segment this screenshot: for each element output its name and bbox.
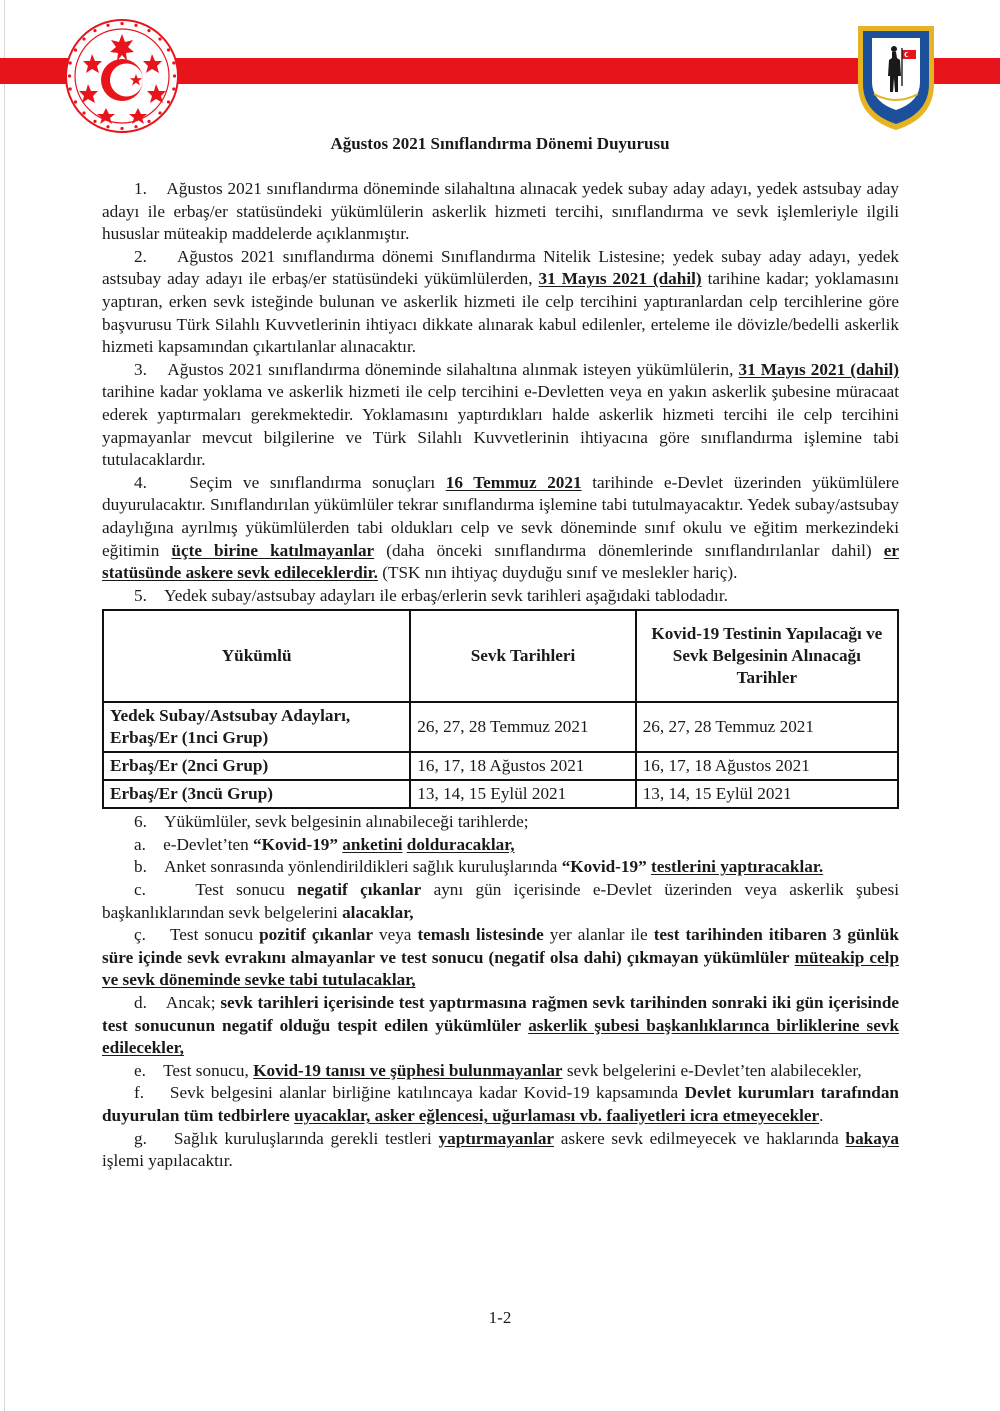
paragraph-6: [102, 811, 899, 834]
paragraph-4-text-3: (daha önceki sınıflandırma dönemlerinde sınıflandırılanlar dahil): [374, 540, 884, 560]
item-letter: e.: [134, 1060, 146, 1080]
dispatch-dates-table: [102, 609, 899, 809]
item-emphasis: negatif çıkanlar: [297, 880, 422, 900]
item-letter: d.: [134, 993, 147, 1013]
item-emphasis: yaptırmayanlar: [438, 1128, 555, 1148]
table-header-cell: Kovid-19 Testinin Yapılacağı ve Sevk Belgesinin Alınacağı Tarihler: [636, 610, 898, 702]
paragraph-3-text-rest: tarihine kadar yoklama ve askerlik hizmeti ile celp tercihini e-Devletten veya en yakın askerlik şubesine müracaat ederek yaptırmaları gerekmektedir. Yoklamasını yaptırdıkları halde askerlik hizmeti tercihi ile celp tercihini yapmayanlar mevcut bilgilerine ve Türk Silahlı Kuvvetlerinin ihtiyacına göre sınıflandırma işlemine tabi tutulacaklardır.: [102, 382, 899, 470]
item-6f: [102, 1082, 899, 1127]
item-6e: [102, 1060, 899, 1083]
item-text: Sevk belgesini alanlar birliğine katılıncaya kadar Kovid-19 kapsamında: [169, 1083, 685, 1103]
item-emphasis: “Kovid-19”: [253, 834, 338, 854]
paragraph-5-text: Yedek subay/astsubay adayları ile erbaş/erlerin sevk tarihleri aşağıdaki tablodadır.: [164, 585, 728, 605]
paragraph-4-text: Seçim ve sınıflandırma sonuçları: [189, 472, 446, 492]
paragraph-4-text-4: (TSK nın ihtiyaç duyduğu sınıf ve meslekler hariç).: [377, 563, 738, 583]
item-text: yer alanlar ile: [543, 925, 654, 945]
paragraph-1: 1. Ağustos 2021 sınıflandırma döneminde silahaltına alınacak yedek subay aday adayı, yedek astsubay aday adayı ile erbaş/er statüsündeki yükümlülerin askerlik hizmeti tercihi, sınıflandırma ve sevk işlemleriyle ilgili hususlar müteakip maddelerde açıklanmıştır.: [102, 179, 900, 244]
paragraph-4-emphasis-1: üçte birine katılmayanlar: [171, 540, 375, 560]
item-letter: ç.: [134, 925, 146, 945]
paragraph-2-text-rest: tarihine kadar; yoklamasını yaptıran, erken sevk isteğinde bulunan ve askerlik hizmeti ile celp tercihini yaptıranlardan celp tercihlerine göre başvurusu Türk Silahlı Kuvvetlerinin ihtiyacı dikkate alınarak kabul edilenler, erteleme ile dövizle/bedelli askerlik hizmeti kapsamından çıkartılanlar alınacaktır.: [102, 269, 899, 357]
item-text: Ancak;: [165, 993, 221, 1013]
item-text: işlemi yapılacaktır.: [102, 1151, 233, 1171]
item-emphasis: Devlet kurumları tarafından duyurulan tüm tedbirlere: [102, 1083, 899, 1125]
paragraph-2-date: 31 Mayıs 2021 (dahil): [538, 269, 702, 289]
paragraph-3-number: 3.: [134, 359, 147, 379]
item-letter: a.: [134, 834, 146, 854]
table-row: [103, 702, 898, 752]
page-border: [4, 0, 5, 1411]
item-6d: [102, 992, 899, 1060]
item-text: Sağlık kuruluşlarında gerekli testleri: [173, 1128, 439, 1148]
item-emphasis: dolduracaklar,: [406, 834, 515, 854]
table-cell: 26, 27, 28 Temmuz 2021: [636, 702, 898, 752]
item-6c-cedilla: [102, 924, 899, 992]
item-emphasis: müteakip celp ve sevk döneminde sevke tabi tutulacaklar,: [102, 947, 900, 990]
item-emphasis: testlerini yaptıracaklar.: [651, 857, 824, 877]
item-letter: b.: [134, 857, 147, 877]
item-emphasis: anketini: [342, 834, 403, 854]
paragraph-4-emphasis-2: er statüsünde askere sevk edileceklerdir.: [102, 540, 899, 583]
table-header-cell: Sevk Tarihleri: [410, 610, 635, 702]
item-6a: [102, 834, 899, 857]
item-text: askere sevk edilmeyecek ve haklarında: [554, 1128, 846, 1148]
item-emphasis: pozitif çıkanlar: [259, 925, 373, 945]
table-row: [103, 752, 898, 780]
item-emphasis: sevk tarihleri içerisinde test yaptırmasına rağmen sevk tarihinden sonraki iki gün içerisinde test sonucunun negatif olduğu tespit edilen yükümlüler: [102, 993, 900, 1035]
table-row: [103, 780, 898, 808]
paragraph-3-text: Ağustos 2021 sınıflandırma döneminde silahaltına alınmak isteyen yükümlülerin,: [167, 359, 739, 379]
gendarmerie-emblem-icon: [852, 22, 940, 132]
item-text: Anket sonrasında yönlendirildikleri sağlık kuruluşlarında: [164, 857, 562, 877]
item-emphasis: Kovid-19 tanısı ve şüphesi bulunmayanlar: [253, 1060, 563, 1080]
item-emphasis: bakaya: [845, 1128, 900, 1148]
table-header-row: [103, 610, 898, 702]
item-text: veya: [372, 925, 418, 945]
table-cell: Erbaş/Er (3ncü Grup): [103, 780, 410, 808]
item-emphasis: uyacaklar, asker eğlencesi, uğurlaması vb. faaliyetleri icra etmeyecekler: [294, 1106, 820, 1125]
table-header-cell: Yükümlü: [103, 610, 410, 702]
paragraph-5: [102, 585, 899, 608]
item-text: sevk belgelerini e-Devlet’ten alabilecekler,: [562, 1060, 862, 1080]
item-6b: [102, 856, 899, 879]
table-cell: 16, 17, 18 Ağustos 2021: [636, 752, 898, 780]
item-emphasis: temaslı listesinde: [417, 925, 544, 945]
paragraph-2-text: Ağustos 2021 sınıflandırma dönemi Sınıflandırma Nitelik Listesine; yedek subay aday adayı, yedek astsubay aday adayı ile erbaş/er statüsündeki yükümlülerden,: [102, 246, 899, 289]
paragraph-1-text: Ağustos 2021 sınıflandırma döneminde silahaltına alınacak yedek subay aday adayı, yedek astsubay aday adayı ile erbaş/er statüsündeki yükümlülerin askerlik hizmeti tercihi, sınıflandırma ve sevk işlemleriyle ilgili hususlar müteakip maddelerde açıklanmıştır.: [102, 179, 900, 244]
item-text: Test sonucu,: [163, 1060, 254, 1080]
item-text: Test sonucu: [195, 880, 298, 900]
item-text: aynı gün içerisinde e-Devlet üzerinden veya askerlik şubesi başkanlıklarından sevk belgelerini: [102, 880, 899, 922]
paragraph-2-number: 2.: [134, 246, 147, 266]
table-cell: 26, 27, 28 Temmuz 2021: [410, 702, 635, 752]
paragraph-3: [102, 359, 899, 472]
item-emphasis: alacaklar,: [342, 902, 414, 922]
item-emphasis: askerlik şubesi başkanlıklarınca birliklerine sevk edilecekler,: [102, 1015, 900, 1058]
page-number: 1-2: [488, 1308, 512, 1327]
table-cell: 13, 14, 15 Eylül 2021: [410, 780, 635, 808]
item-letter: g.: [134, 1128, 147, 1148]
turkish-armed-forces-seal-icon: [64, 18, 180, 134]
table-cell: 13, 14, 15 Eylül 2021: [636, 780, 898, 808]
paragraph-4-date: 16 Temmuz 2021: [445, 472, 582, 492]
item-text: e-Devlet’ten: [163, 834, 253, 854]
item-6g: [102, 1128, 899, 1173]
document-title: Ağustos 2021 Sınıflandırma Dönemi Duyurusu: [330, 134, 670, 153]
paragraph-6-text: Yükümlüler, sevk belgesinin alınabileceği tarihlerde;: [164, 812, 529, 832]
item-emphasis: test tarihinden itibaren 3 günlük süre içinde sevk evrakını almayanlar ve test sonucu (negatif olsa dahi) çıkmayan yükümlüler: [102, 925, 899, 967]
paragraph-4-number: 4.: [134, 472, 147, 492]
table-cell: 16, 17, 18 Ağustos 2021: [410, 752, 635, 780]
item-text: Test sonucu: [169, 925, 260, 945]
item-6c: [102, 879, 899, 924]
paragraph-6-number: 6.: [134, 812, 147, 832]
document-body: [102, 178, 899, 1173]
item-text: .: [819, 1106, 824, 1125]
paragraph-4: [102, 472, 899, 585]
paragraph-2: [102, 246, 899, 359]
table-cell: Yedek Subay/Astsubay Adayları, Erbaş/Er (1nci Grup): [103, 702, 410, 752]
item-letter: c.: [134, 880, 146, 900]
item-letter: f.: [134, 1083, 145, 1103]
paragraph-5-number: 5.: [134, 585, 147, 605]
paragraph-3-date: 31 Mayıs 2021 (dahil): [738, 359, 899, 379]
paragraph-4-text-2: tarihinde e-Devlet üzerinden yükümlülere duyurulacaktır. Sınıflandırılan yükümlüler tekrar sınıflandırma işlemine tabi tutulmayacaktır. Yedek subay/astsubay adaylığına ayrılmış yükümlülerden tabi oldukları celp ve sevk döneminde sınıf okulu ve eğitim merkezindeki eğitimin: [102, 472, 899, 560]
item-emphasis: “Kovid-19”: [561, 857, 647, 877]
table-cell: Erbaş/Er (2nci Grup): [103, 752, 410, 780]
